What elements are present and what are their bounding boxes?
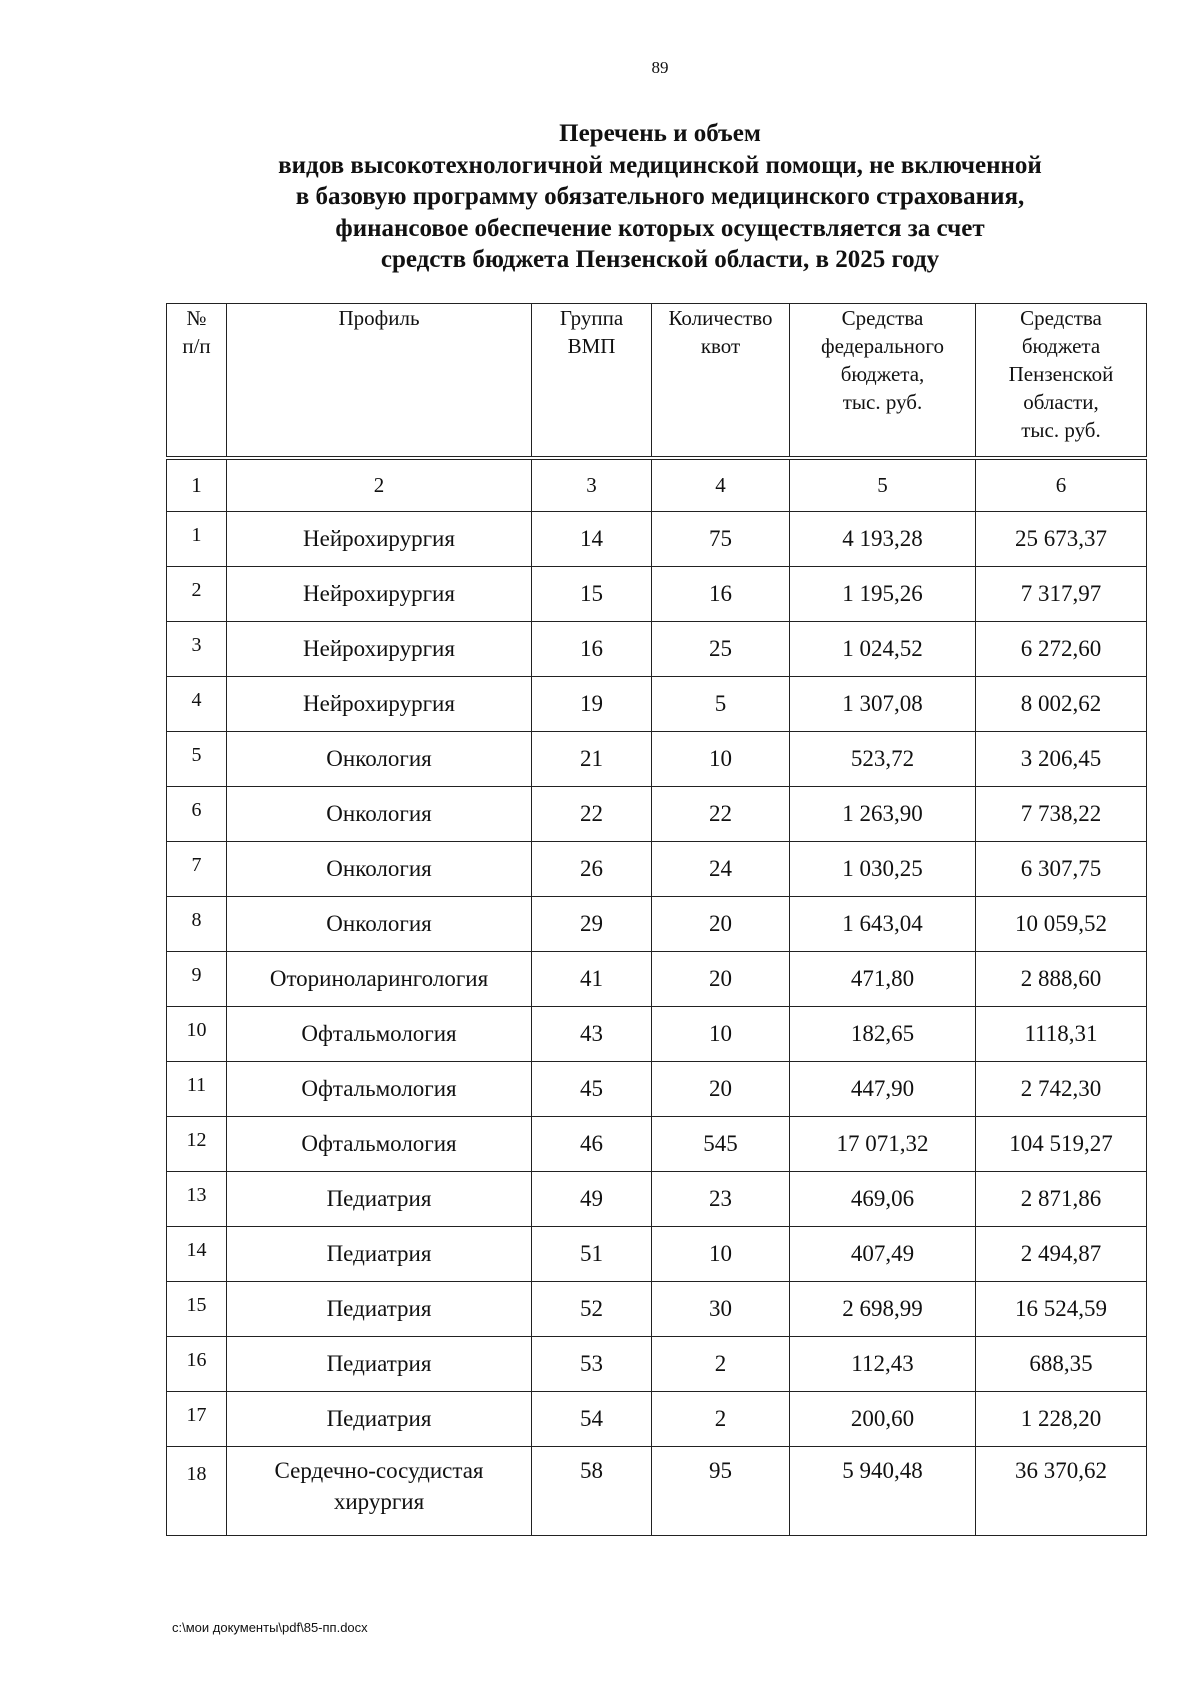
federal-budget-cell: 469,06 bbox=[790, 1171, 976, 1226]
column-header bbox=[976, 304, 1147, 458]
regional-budget-cell: 2 888,60 bbox=[976, 951, 1147, 1006]
title-line: Перечень и объем bbox=[559, 120, 761, 147]
table-row bbox=[167, 1391, 1147, 1446]
vmp-group-cell: 19 bbox=[532, 676, 652, 731]
column-header-line: Группа bbox=[559, 306, 624, 330]
quota-count-cell: 2 bbox=[652, 1336, 790, 1391]
vmp-group-cell: 54 bbox=[532, 1391, 652, 1446]
table-row bbox=[167, 621, 1147, 676]
regional-budget-cell: 7 317,97 bbox=[976, 566, 1147, 621]
regional-budget-cell: 7 738,22 bbox=[976, 786, 1147, 841]
table-row bbox=[167, 786, 1147, 841]
row-number-cell: 12 bbox=[167, 1116, 227, 1171]
column-header bbox=[652, 304, 790, 458]
federal-budget-cell: 1 643,04 bbox=[790, 896, 976, 951]
title-line: видов высокотехнологичной медицинской помощи, не включенной bbox=[278, 151, 1042, 179]
column-number: 3 bbox=[532, 458, 652, 512]
profile-line: Педиатрия bbox=[326, 1240, 432, 1266]
profile-line: Сердечно-сосудистая bbox=[274, 1457, 484, 1483]
vmp-group-cell: 53 bbox=[532, 1336, 652, 1391]
quota-count-cell: 24 bbox=[652, 841, 790, 896]
table-row bbox=[167, 841, 1147, 896]
quota-count-cell: 20 bbox=[652, 951, 790, 1006]
quota-count-cell: 25 bbox=[652, 621, 790, 676]
column-number-row bbox=[167, 458, 1147, 512]
column-header bbox=[532, 304, 652, 458]
vmp-group-cell: 41 bbox=[532, 951, 652, 1006]
quota-count-cell: 22 bbox=[652, 786, 790, 841]
row-number-cell: 3 bbox=[167, 621, 227, 676]
page-number: 89 bbox=[651, 58, 669, 77]
table-row bbox=[167, 1061, 1147, 1116]
quota-count-cell: 20 bbox=[652, 896, 790, 951]
column-number: 6 bbox=[976, 458, 1147, 512]
quota-count-cell: 2 bbox=[652, 1391, 790, 1446]
profile-line: Онкология bbox=[326, 855, 432, 881]
vmp-group-cell: 45 bbox=[532, 1061, 652, 1116]
regional-budget-cell: 1118,31 bbox=[976, 1006, 1147, 1061]
document-title bbox=[0, 118, 1200, 276]
table-row bbox=[167, 511, 1147, 566]
profile-cell bbox=[227, 786, 532, 841]
regional-budget-cell: 1 228,20 bbox=[976, 1391, 1147, 1446]
column-header-line: квот bbox=[700, 334, 741, 358]
title-line: средств бюджета Пензенской области, в 2025 году bbox=[380, 246, 940, 273]
row-number-cell: 5 bbox=[167, 731, 227, 786]
vmp-group-cell: 21 bbox=[532, 731, 652, 786]
federal-budget-cell: 112,43 bbox=[790, 1336, 976, 1391]
vmp-group-cell: 14 bbox=[532, 511, 652, 566]
row-number-cell: 9 bbox=[167, 951, 227, 1006]
column-header-line: бюджета bbox=[1021, 334, 1101, 358]
table-row bbox=[167, 1281, 1147, 1336]
quota-count-cell: 23 bbox=[652, 1171, 790, 1226]
profile-line: Нейрохирургия bbox=[303, 690, 455, 716]
regional-budget-cell: 2 494,87 bbox=[976, 1226, 1147, 1281]
table-header-row bbox=[167, 304, 1147, 458]
column-header-line: Пензенской bbox=[1008, 362, 1114, 386]
profile-cell bbox=[227, 621, 532, 676]
row-number-cell: 13 bbox=[167, 1171, 227, 1226]
profile-cell bbox=[227, 511, 532, 566]
profile-cell bbox=[227, 896, 532, 951]
regional-budget-cell: 10 059,52 bbox=[976, 896, 1147, 951]
profile-cell bbox=[227, 1116, 532, 1171]
vmp-group-cell: 29 bbox=[532, 896, 652, 951]
table-row bbox=[167, 896, 1147, 951]
quota-count-cell: 20 bbox=[652, 1061, 790, 1116]
column-number: 5 bbox=[790, 458, 976, 512]
federal-budget-cell: 182,65 bbox=[790, 1006, 976, 1061]
column-header-line: тыс. руб. bbox=[1021, 418, 1101, 442]
row-number-cell: 18 bbox=[167, 1446, 227, 1535]
column-header-line: п/п bbox=[182, 334, 211, 358]
column-header-line: тыс. руб. bbox=[842, 390, 923, 414]
column-header bbox=[790, 304, 976, 458]
quota-count-cell: 30 bbox=[652, 1281, 790, 1336]
regional-budget-cell: 8 002,62 bbox=[976, 676, 1147, 731]
regional-budget-cell: 104 519,27 bbox=[976, 1116, 1147, 1171]
quota-count-cell: 545 bbox=[652, 1116, 790, 1171]
profile-cell bbox=[227, 1281, 532, 1336]
column-header-line: Количество bbox=[668, 306, 773, 330]
column-header-line: Средства bbox=[841, 306, 924, 330]
vmp-group-cell: 43 bbox=[532, 1006, 652, 1061]
profile-cell bbox=[227, 1061, 532, 1116]
vmp-group-cell: 58 bbox=[532, 1446, 652, 1535]
row-number-cell: 17 bbox=[167, 1391, 227, 1446]
profile-cell bbox=[227, 1171, 532, 1226]
row-number-cell: 4 bbox=[167, 676, 227, 731]
column-number: 4 bbox=[652, 458, 790, 512]
federal-budget-cell: 1 024,52 bbox=[790, 621, 976, 676]
table-row bbox=[167, 1171, 1147, 1226]
table-row bbox=[167, 731, 1147, 786]
vmp-group-cell: 52 bbox=[532, 1281, 652, 1336]
table-row bbox=[167, 1116, 1147, 1171]
profile-cell bbox=[227, 1391, 532, 1446]
profile-cell bbox=[227, 1006, 532, 1061]
table-row bbox=[167, 951, 1147, 1006]
quota-count-cell: 10 bbox=[652, 731, 790, 786]
federal-budget-cell: 5 940,48 bbox=[790, 1446, 976, 1535]
profile-line: Оториноларингология bbox=[269, 965, 489, 991]
profile-line: Нейрохирургия bbox=[303, 580, 455, 606]
profile-cell bbox=[227, 1226, 532, 1281]
row-number-cell: 16 bbox=[167, 1336, 227, 1391]
profile-line: Педиатрия bbox=[326, 1350, 432, 1376]
quota-count-cell: 75 bbox=[652, 511, 790, 566]
row-number-cell: 7 bbox=[167, 841, 227, 896]
profile-cell bbox=[227, 1446, 532, 1535]
profile-cell bbox=[227, 676, 532, 731]
vmp-group-cell: 22 bbox=[532, 786, 652, 841]
column-header bbox=[227, 304, 532, 458]
federal-budget-cell: 1 307,08 bbox=[790, 676, 976, 731]
quota-count-cell: 16 bbox=[652, 566, 790, 621]
quota-table bbox=[166, 303, 1147, 1536]
column-header-line: Профиль bbox=[338, 306, 420, 330]
vmp-group-cell: 51 bbox=[532, 1226, 652, 1281]
title-line: финансовое обеспечение которых осуществляется за счет bbox=[335, 214, 985, 242]
federal-budget-cell: 1 195,26 bbox=[790, 566, 976, 621]
regional-budget-cell: 3 206,45 bbox=[976, 731, 1147, 786]
regional-budget-cell: 2 742,30 bbox=[976, 1061, 1147, 1116]
column-number: 2 bbox=[227, 458, 532, 512]
profile-line: Онкология bbox=[326, 800, 432, 826]
regional-budget-cell: 6 272,60 bbox=[976, 621, 1147, 676]
row-number-cell: 14 bbox=[167, 1226, 227, 1281]
federal-budget-cell: 200,60 bbox=[790, 1391, 976, 1446]
federal-budget-cell: 447,90 bbox=[790, 1061, 976, 1116]
profile-line: Педиатрия bbox=[326, 1295, 432, 1321]
column-header-line: федерального bbox=[820, 334, 945, 358]
column-header-line: бюджета, bbox=[840, 362, 925, 386]
column-header bbox=[167, 304, 227, 458]
table-row bbox=[167, 1226, 1147, 1281]
row-number-cell: 1 bbox=[167, 511, 227, 566]
profile-line: Педиатрия bbox=[326, 1185, 432, 1211]
quota-count-cell: 5 bbox=[652, 676, 790, 731]
profile-cell bbox=[227, 951, 532, 1006]
row-number-cell: 8 bbox=[167, 896, 227, 951]
profile-cell bbox=[227, 731, 532, 786]
federal-budget-cell: 471,80 bbox=[790, 951, 976, 1006]
row-number-cell: 11 bbox=[167, 1061, 227, 1116]
row-number-cell: 10 bbox=[167, 1006, 227, 1061]
vmp-group-cell: 26 bbox=[532, 841, 652, 896]
regional-budget-cell: 25 673,37 bbox=[976, 511, 1147, 566]
profile-line: хирургия bbox=[333, 1488, 425, 1514]
federal-budget-cell: 4 193,28 bbox=[790, 511, 976, 566]
profile-line: Педиатрия bbox=[326, 1405, 432, 1431]
regional-budget-cell: 36 370,62 bbox=[976, 1446, 1147, 1535]
vmp-group-cell: 49 bbox=[532, 1171, 652, 1226]
profile-cell bbox=[227, 841, 532, 896]
table-row bbox=[167, 1006, 1147, 1061]
table-row bbox=[167, 676, 1147, 731]
column-header-line: № bbox=[186, 306, 207, 330]
federal-budget-cell: 17 071,32 bbox=[790, 1116, 976, 1171]
row-number-cell: 15 bbox=[167, 1281, 227, 1336]
footer-file-path: c:\мои документы\pdf\85-пп.docx bbox=[172, 1620, 368, 1635]
federal-budget-cell: 523,72 bbox=[790, 731, 976, 786]
title-line: в базовую программу обязательного медицинского страхования, bbox=[295, 183, 1025, 210]
row-number-cell: 6 bbox=[167, 786, 227, 841]
federal-budget-cell: 1 263,90 bbox=[790, 786, 976, 841]
profile-line: Нейрохирургия bbox=[303, 525, 455, 551]
row-number-cell: 2 bbox=[167, 566, 227, 621]
column-header-line: ВМП bbox=[567, 334, 616, 358]
regional-budget-cell: 16 524,59 bbox=[976, 1281, 1147, 1336]
vmp-group-cell: 46 bbox=[532, 1116, 652, 1171]
vmp-group-cell: 16 bbox=[532, 621, 652, 676]
vmp-group-cell: 15 bbox=[532, 566, 652, 621]
federal-budget-cell: 2 698,99 bbox=[790, 1281, 976, 1336]
quota-count-cell: 95 bbox=[652, 1446, 790, 1535]
profile-line: Онкология bbox=[326, 910, 432, 936]
profile-cell bbox=[227, 566, 532, 621]
column-header-line: области, bbox=[1023, 390, 1099, 414]
profile-cell bbox=[227, 1336, 532, 1391]
regional-budget-cell: 6 307,75 bbox=[976, 841, 1147, 896]
profile-line: Нейрохирургия bbox=[303, 635, 455, 661]
table-body bbox=[167, 458, 1147, 1536]
quota-count-cell: 10 bbox=[652, 1006, 790, 1061]
regional-budget-cell: 2 871,86 bbox=[976, 1171, 1147, 1226]
profile-line: Онкология bbox=[326, 745, 432, 771]
profile-line: Офтальмология bbox=[301, 1020, 457, 1046]
regional-budget-cell: 688,35 bbox=[976, 1336, 1147, 1391]
table-row bbox=[167, 566, 1147, 621]
federal-budget-cell: 1 030,25 bbox=[790, 841, 976, 896]
profile-line: Офтальмология bbox=[301, 1130, 457, 1156]
table-row bbox=[167, 1336, 1147, 1391]
column-header-line: Средства bbox=[1020, 306, 1102, 330]
table-row bbox=[167, 1446, 1147, 1535]
federal-budget-cell: 407,49 bbox=[790, 1226, 976, 1281]
quota-count-cell: 10 bbox=[652, 1226, 790, 1281]
column-number: 1 bbox=[167, 458, 227, 512]
profile-line: Офтальмология bbox=[301, 1075, 457, 1101]
